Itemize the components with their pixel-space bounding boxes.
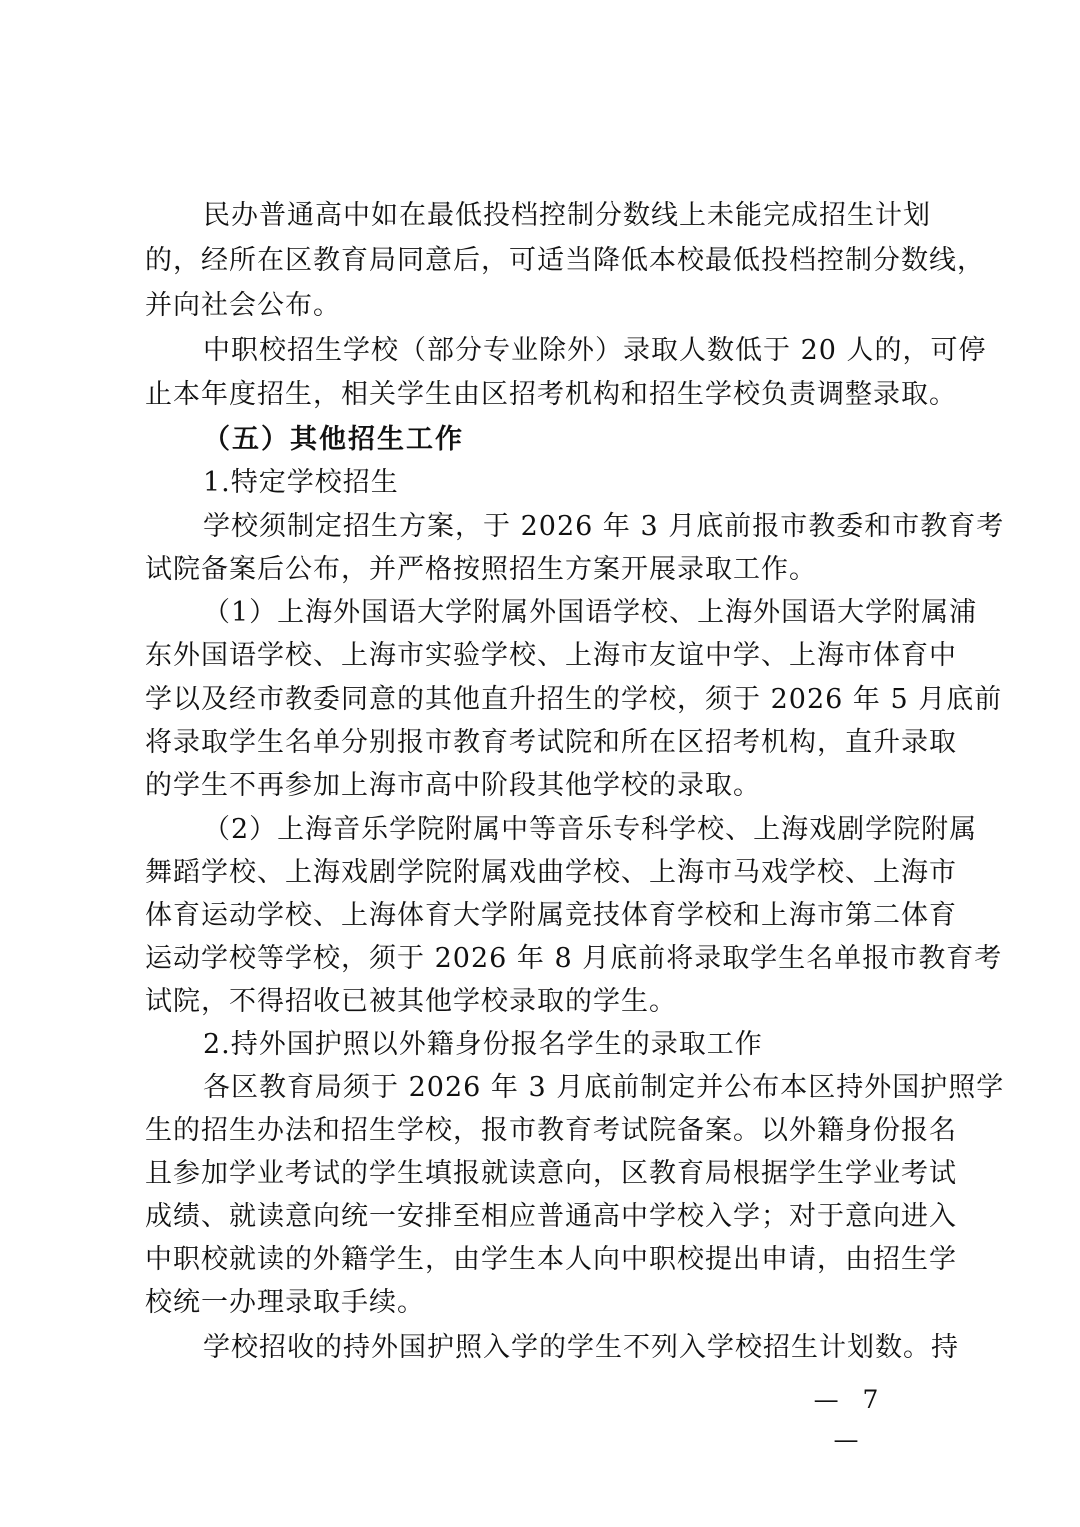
paragraph-line: 学校须制定招生方案，于 2026 年 3 月底前报市教委和市教育考 xyxy=(203,511,1005,542)
paragraph-line: 生的招生办法和招生学校，报市教育考试院备案。以外籍身份报名 xyxy=(145,1115,957,1146)
paragraph-line: 校统一办理录取手续。 xyxy=(145,1287,425,1318)
paragraph-line: （1）上海外国语大学附属外国语学校、上海外国语大学附属浦 xyxy=(203,597,978,628)
paragraph-line: 学以及经市教委同意的其他直升招生的学校，须于 2026 年 5 月底前 xyxy=(145,684,1003,715)
paragraph-line: 将录取学生名单分别报市教育考试院和所在区招考机构，直升录取 xyxy=(145,727,957,758)
paragraph-line: 并向社会公布。 xyxy=(145,290,341,321)
paragraph-line: 成绩、就读意向统一安排至相应普通高中学校入学；对于意向进入 xyxy=(145,1201,957,1232)
paragraph-line: 学校招收的持外国护照入学的学生不列入学校招生计划数。持 xyxy=(203,1332,959,1363)
paragraph-line: 试院备案后公布，并严格按照招生方案开展录取工作。 xyxy=(145,554,817,585)
subsection-heading: 2.持外国护照以外籍身份报名学生的录取工作 xyxy=(203,1029,763,1060)
paragraph-line: 且参加学业考试的学生填报就读意向，区教育局根据学生学业考试 xyxy=(145,1158,957,1189)
paragraph-line: 的学生不再参加上海市高中阶段其他学校的录取。 xyxy=(145,770,761,801)
page-number: — 7 — xyxy=(813,1385,887,1454)
paragraph-line: 运动学校等学校，须于 2026 年 8 月底前将录取学生名单报市教育考 xyxy=(145,943,1003,974)
paragraph-line: （2）上海音乐学院附属中等音乐专科学校、上海戏剧学院附属 xyxy=(203,814,978,845)
paragraph-line: 东外国语学校、上海市实验学校、上海市友谊中学、上海市体育中 xyxy=(145,640,957,671)
paragraph-line: 舞蹈学校、上海戏剧学院附属戏曲学校、上海市马戏学校、上海市 xyxy=(145,857,957,888)
paragraph-line: 的，经所在区教育局同意后，可适当降低本校最低投档控制分数线， xyxy=(145,245,985,276)
section-heading: （五）其他招生工作 xyxy=(203,424,464,455)
paragraph-line: 各区教育局须于 2026 年 3 月底前制定并公布本区持外国护照学 xyxy=(203,1072,1005,1103)
paragraph-line: 止本年度招生，相关学生由区招考机构和招生学校负责调整录取。 xyxy=(145,379,957,410)
paragraph-line: 中职校就读的外籍学生，由学生本人向中职校提出申请，由招生学 xyxy=(145,1244,957,1275)
paragraph-line: 民办普通高中如在最低投档控制分数线上未能完成招生计划 xyxy=(203,200,931,231)
subsection-heading: 1.特定学校招生 xyxy=(203,467,399,498)
paragraph-line: 体育运动学校、上海体育大学附属竞技体育学校和上海市第二体育 xyxy=(145,900,957,931)
paragraph-line: 中职校招生学校（部分专业除外）录取人数低于 20 人的，可停 xyxy=(203,335,987,366)
paragraph-line: 试院，不得招收已被其他学校录取的学生。 xyxy=(145,986,677,1017)
